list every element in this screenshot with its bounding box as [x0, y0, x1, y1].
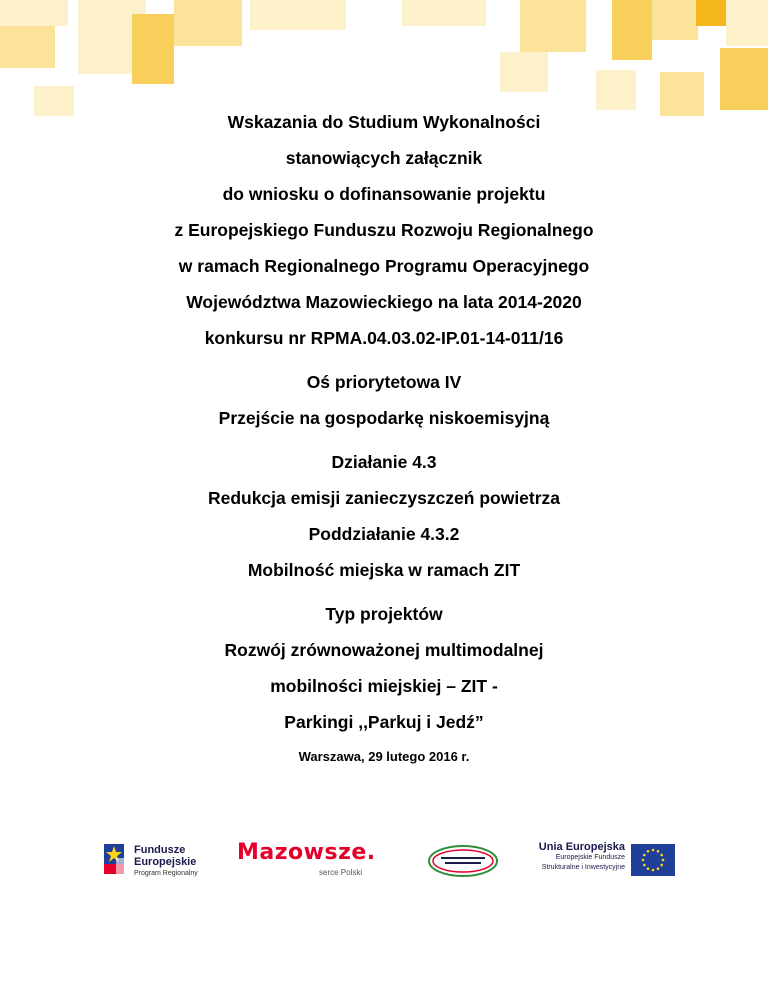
ue-line-2: Europejskie Fundusze	[555, 854, 625, 861]
priority-axis-label: Oś priorytetowa IV	[306, 372, 462, 392]
funding-logos-bar	[72, 828, 696, 892]
ue-line-3: Strukturalne i Inwestycyjne	[541, 864, 625, 871]
fe-line-2: Europejskie	[134, 856, 197, 868]
title-line-7: konkursu nr RPMA.04.03.02-IP.01-14-011/16	[204, 328, 564, 348]
mazowsze-wordmark: Mazowsze.	[237, 840, 376, 865]
document-title-block	[0, 112, 768, 777]
title-line-4: z Europejskiego Funduszu Rozwoju Regionalnego	[174, 220, 594, 240]
measure-name: Redukcja emisji zanieczyszczeń powietrza	[207, 488, 561, 508]
ue-line-1: Unia Europejska	[538, 841, 625, 853]
samorzad-mazowsze-emblem-icon	[427, 844, 499, 878]
mazowsze-logo	[237, 840, 387, 882]
title-line-3: do wniosku o dofinansowanie projektu	[222, 184, 546, 204]
submeasure-label: Poddziałanie 4.3.2	[308, 524, 460, 544]
fe-line-1: Fundusze	[134, 844, 186, 856]
document-date: Warszawa, 29 lutego 2016 r.	[298, 749, 470, 764]
title-line-5: w ramach Regionalnego Programu Operacyjnego	[178, 256, 590, 276]
project-type-label: Typ projektów	[325, 604, 443, 624]
fundusze-europejskie-logo	[102, 842, 222, 878]
project-type-line-2: mobilności miejskiej – ZIT -	[270, 676, 498, 696]
title-line-2: stanowiących załącznik	[285, 148, 483, 168]
fe-star-icon	[102, 842, 128, 876]
title-line-1: Wskazania do Studium Wykonalności	[227, 112, 541, 132]
measure-label: Działanie 4.3	[331, 452, 437, 472]
fe-line-3: Program Regionalny	[134, 870, 198, 877]
priority-axis-name: Przejście na gospodarkę niskoemisyjną	[218, 408, 550, 428]
unia-europejska-logo	[527, 842, 677, 878]
mazowsze-tagline: serce Polski	[319, 868, 363, 877]
project-type-line-3: Parkingi ,,Parkuj i Jedź”	[284, 712, 484, 732]
project-type-line-1: Rozwój zrównoważonej multimodalnej	[224, 640, 544, 660]
eu-flag-icon	[631, 844, 675, 876]
title-line-6: Województwa Mazowieckiego na lata 2014-2020	[186, 292, 582, 312]
submeasure-name: Mobilność miejska w ramach ZIT	[247, 560, 521, 580]
